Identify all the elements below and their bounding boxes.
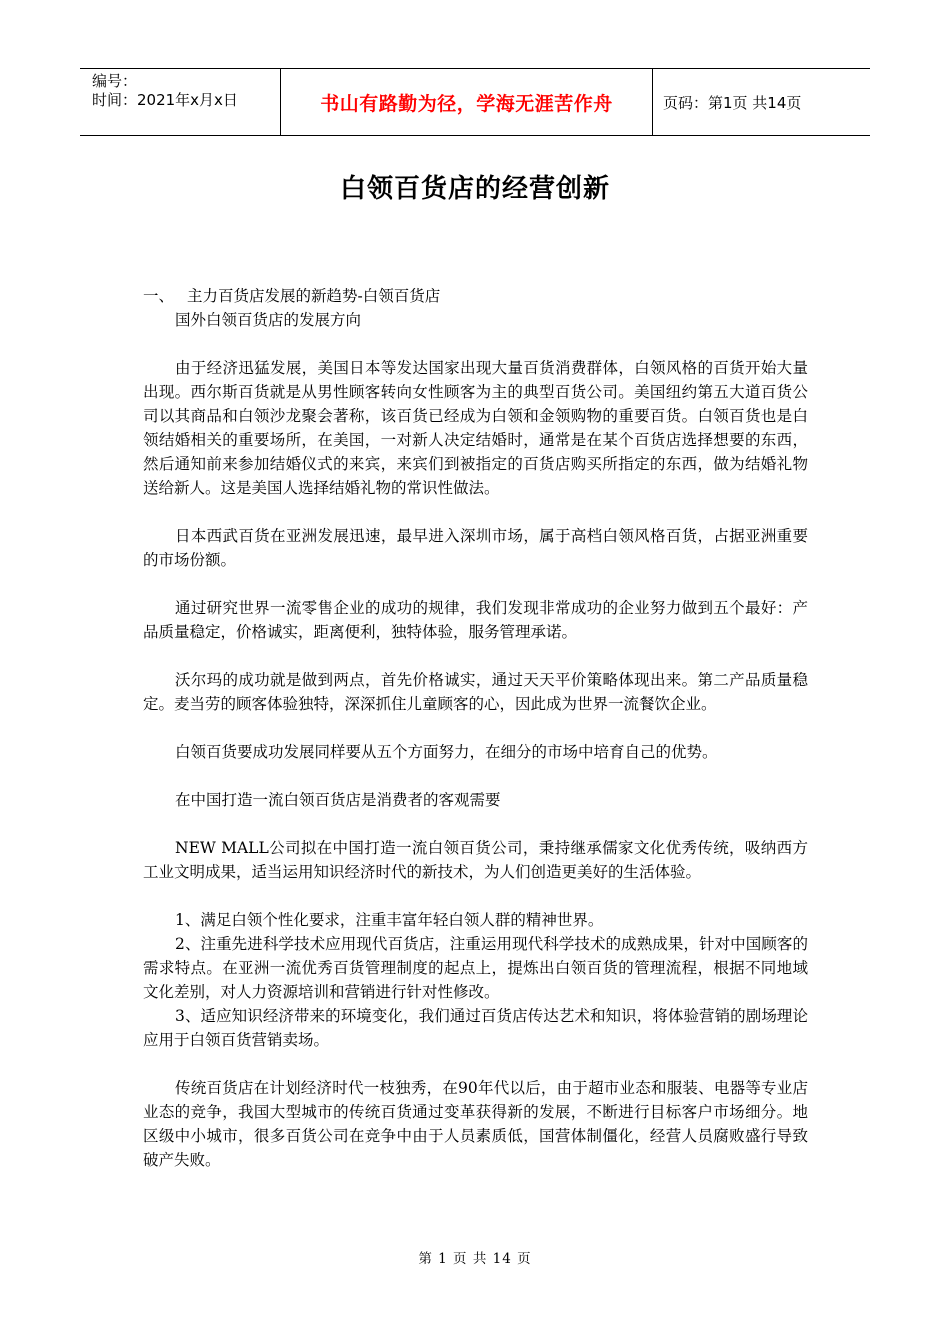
section-heading: [143, 284, 808, 308]
paragraph: 由于经济迅猛发展，美国日本等发达国家出现大量百货消费群体，白领风格的百货开始大量出现。西尔斯百货就是从男性顾客转向女性顾客为主的典型百货公司。美国纽约第五大道百货公司以其商品和白领沙龙聚会著称，该百货已经成为白领和金领购物的重要百货。白领百货也是白领结婚相关的重要场所，在美国，一对新人决定结婚时，通常是在某个百货店选择想要的东西，然后通知前来参加结婚仪式的来宾，来宾们到被指定的百货店购买所指定的东西，做为结婚礼物送给新人。这是美国人选择结婚礼物的常识性做法。: [143, 359, 808, 497]
section-number: 一、: [143, 287, 175, 305]
paragraph: 通过研究世界一流零售企业的成功的规律，我们发现非常成功的企业努力做到五个最好：产品质量稳定，价格诚实，距离便利，独特体验，服务管理承诺。: [143, 599, 808, 641]
document-body: [143, 284, 808, 1172]
header-table: [80, 68, 870, 136]
paragraph: 白领百货要成功发展同样要从五个方面努力，在细分的市场中培育自己的优势。: [175, 743, 718, 761]
list-item: 1、满足白领个性化要求，注重丰富年轻白领人群的精神世界。: [175, 911, 604, 929]
paragraph: 沃尔玛的成功就是做到两点，首先价格诚实，通过天天平价策略体现出来。第二产品质量稳定。麦当劳的顾客体验独特，深深抓住儿童顾客的心，因此成为世界一流餐饮企业。: [143, 671, 808, 713]
number-label: 编号：: [92, 72, 138, 90]
header-motto: 书山有路勤为径，学海无涯苦作舟: [280, 69, 653, 135]
section-title: 主力百货店发展的新趋势-白领百货店: [187, 287, 441, 305]
paragraph: NEW MALL公司拟在中国打造一流白领百货公司，秉持继承儒家文化优秀传统，吸纳西方工业文明成果，适当运用知识经济时代的新技术，为人们创造更美好的生活体验。: [143, 839, 808, 881]
page-footer: 第 1 页 共 14 页: [418, 1251, 532, 1267]
list-item: 3、适应知识经济带来的环境变化，我们通过百货店传达艺术和知识，将体验营销的剧场理论应用于白领百货营销卖场。: [143, 1007, 808, 1049]
paragraph: 日本西武百货在亚洲发展迅速，最早进入深圳市场，属于高档白领风格百货，占据亚洲重要的市场份额。: [143, 527, 808, 569]
time-label: 时间：2021年x月x日: [92, 91, 238, 109]
list-item: 2、注重先进科学技术应用现代百货店，注重运用现代科学技术的成熟成果，针对中国顾客的需求特点。在亚洲一流优秀百货管理制度的起点上，提炼出白领百货的管理流程，根据不同地域文化差别，对人力资源培训和营销进行针对性修改。: [143, 935, 808, 1001]
header-page-info: 页码：第1页 共14页: [663, 93, 802, 112]
paragraph: 传统百货店在计划经济时代一枝独秀，在90年代以后，由于超市业态和服装、电器等专业店业态的竞争，我国大型城市的传统百货通过变革获得新的发展，不断进行目标客户市场细分。地区级中小城市，很多百货公司在竞争中由于人员素质低，国营体制僵化，经营人员腐败盛行导致破产失败。: [143, 1079, 808, 1169]
header-meta-cell: [80, 69, 280, 135]
paragraph: 在中国打造一流白领百货店是消费者的客观需要: [175, 791, 501, 809]
subheading: 国外白领百货店的发展方向: [175, 311, 362, 329]
document-title: 白领百货店的经营创新: [339, 174, 610, 204]
